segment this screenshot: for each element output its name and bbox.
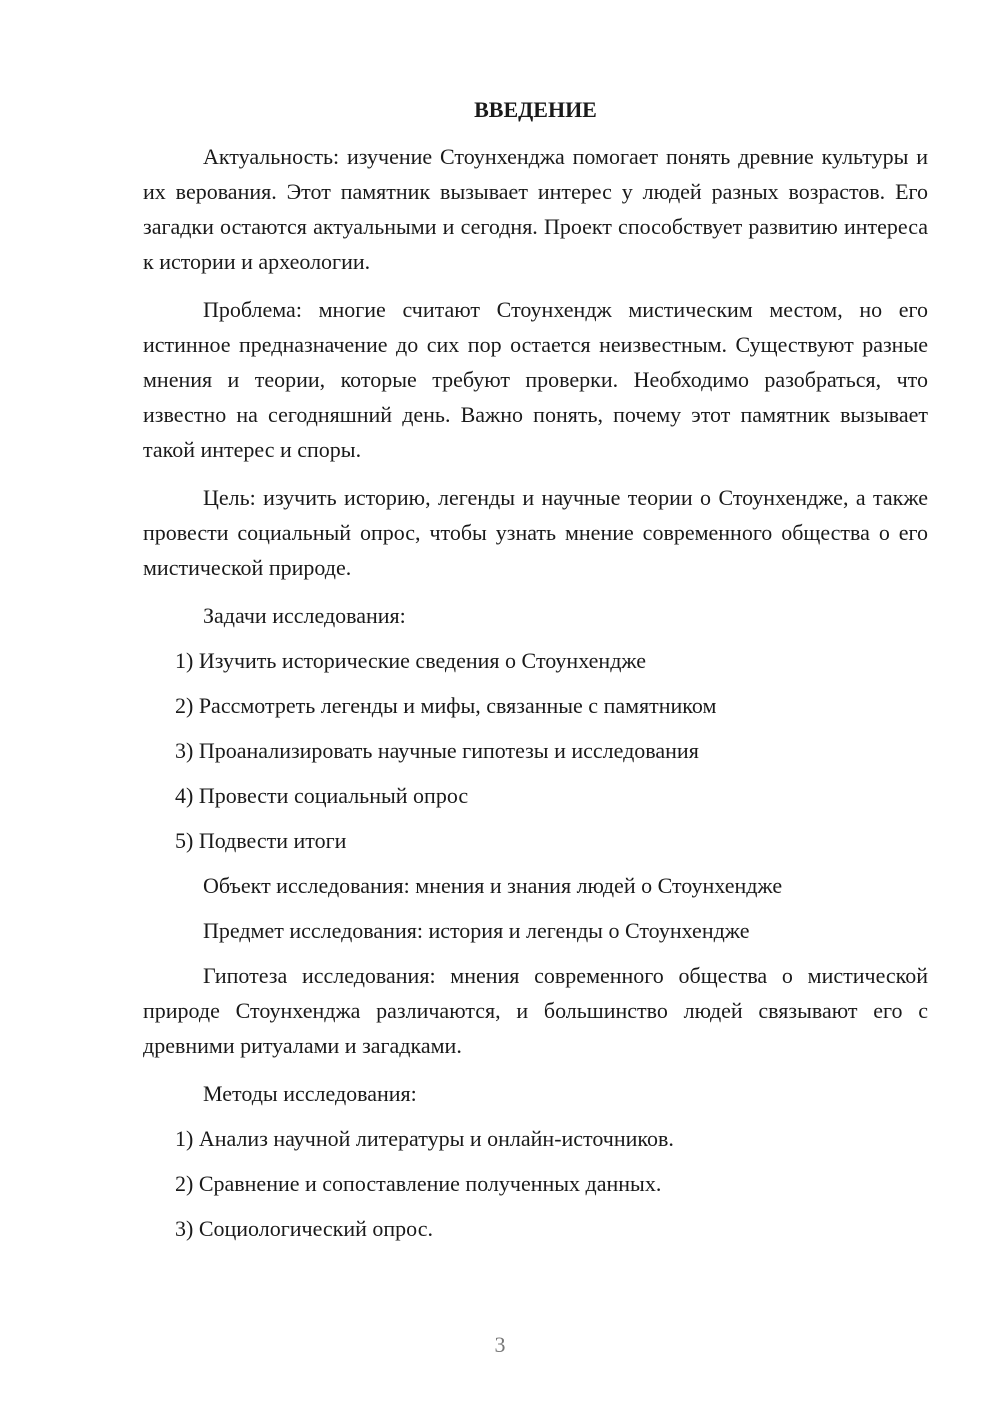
task-item: 2) Рассмотреть легенды и мифы, связанные с памятником <box>175 693 717 718</box>
research-subject: Предмет исследования: история и легенды о Стоунхендже <box>203 918 750 943</box>
tasks-heading: Задачи исследования: <box>203 603 406 628</box>
document-page <box>143 92 928 1256</box>
task-item: 1) Изучить исторические сведения о Стоунхендже <box>175 648 647 673</box>
method-item: 1) Анализ научной литературы и онлайн-источников. <box>175 1126 674 1151</box>
task-item: 5) Подвести итоги <box>175 828 347 853</box>
goal-paragraph: Цель: изучить историю, легенды и научные теории о Стоунхендже, а также провести социальный опрос, чтобы узнать мнение современного общества о его мистической природе. <box>143 485 928 580</box>
relevance-paragraph: Актуальность: изучение Стоунхенджа помогает понять древние культуры и их верования. Этот памятник вызывает интерес у людей разных возрастов. Его загадки остаются актуальными и сегодня. Проект способствует развитию интереса к истории и археологии. <box>143 144 928 274</box>
task-item: 3) Проанализировать научные гипотезы и исследования <box>175 738 699 763</box>
section-title: ВВЕДЕНИЕ <box>474 97 597 122</box>
task-item: 4) Провести социальный опрос <box>175 783 469 808</box>
research-object: Объект исследования: мнения и знания людей о Стоунхендже <box>203 873 783 898</box>
methods-heading: Методы исследования: <box>203 1081 417 1106</box>
problem-paragraph: Проблема: многие считают Стоунхендж мистическим местом, но его истинное предназначение до сих пор остается неизвестным. Существуют разные мнения и теории, которые требуют проверки. Необходимо разобраться, что известно на сегодняшний день. Важно понять, почему этот памятник вызывает такой интерес и споры. <box>143 297 928 462</box>
page-number: 3 <box>494 1332 506 1357</box>
hypothesis-paragraph: Гипотеза исследования: мнения современного общества о мистической природе Стоунхенджа различаются, и большинство людей связывают его с древними ритуалами и загадками. <box>143 963 928 1058</box>
method-item: 3) Социологический опрос. <box>175 1216 433 1241</box>
method-item: 2) Сравнение и сопоставление полученных данных. <box>175 1171 662 1196</box>
